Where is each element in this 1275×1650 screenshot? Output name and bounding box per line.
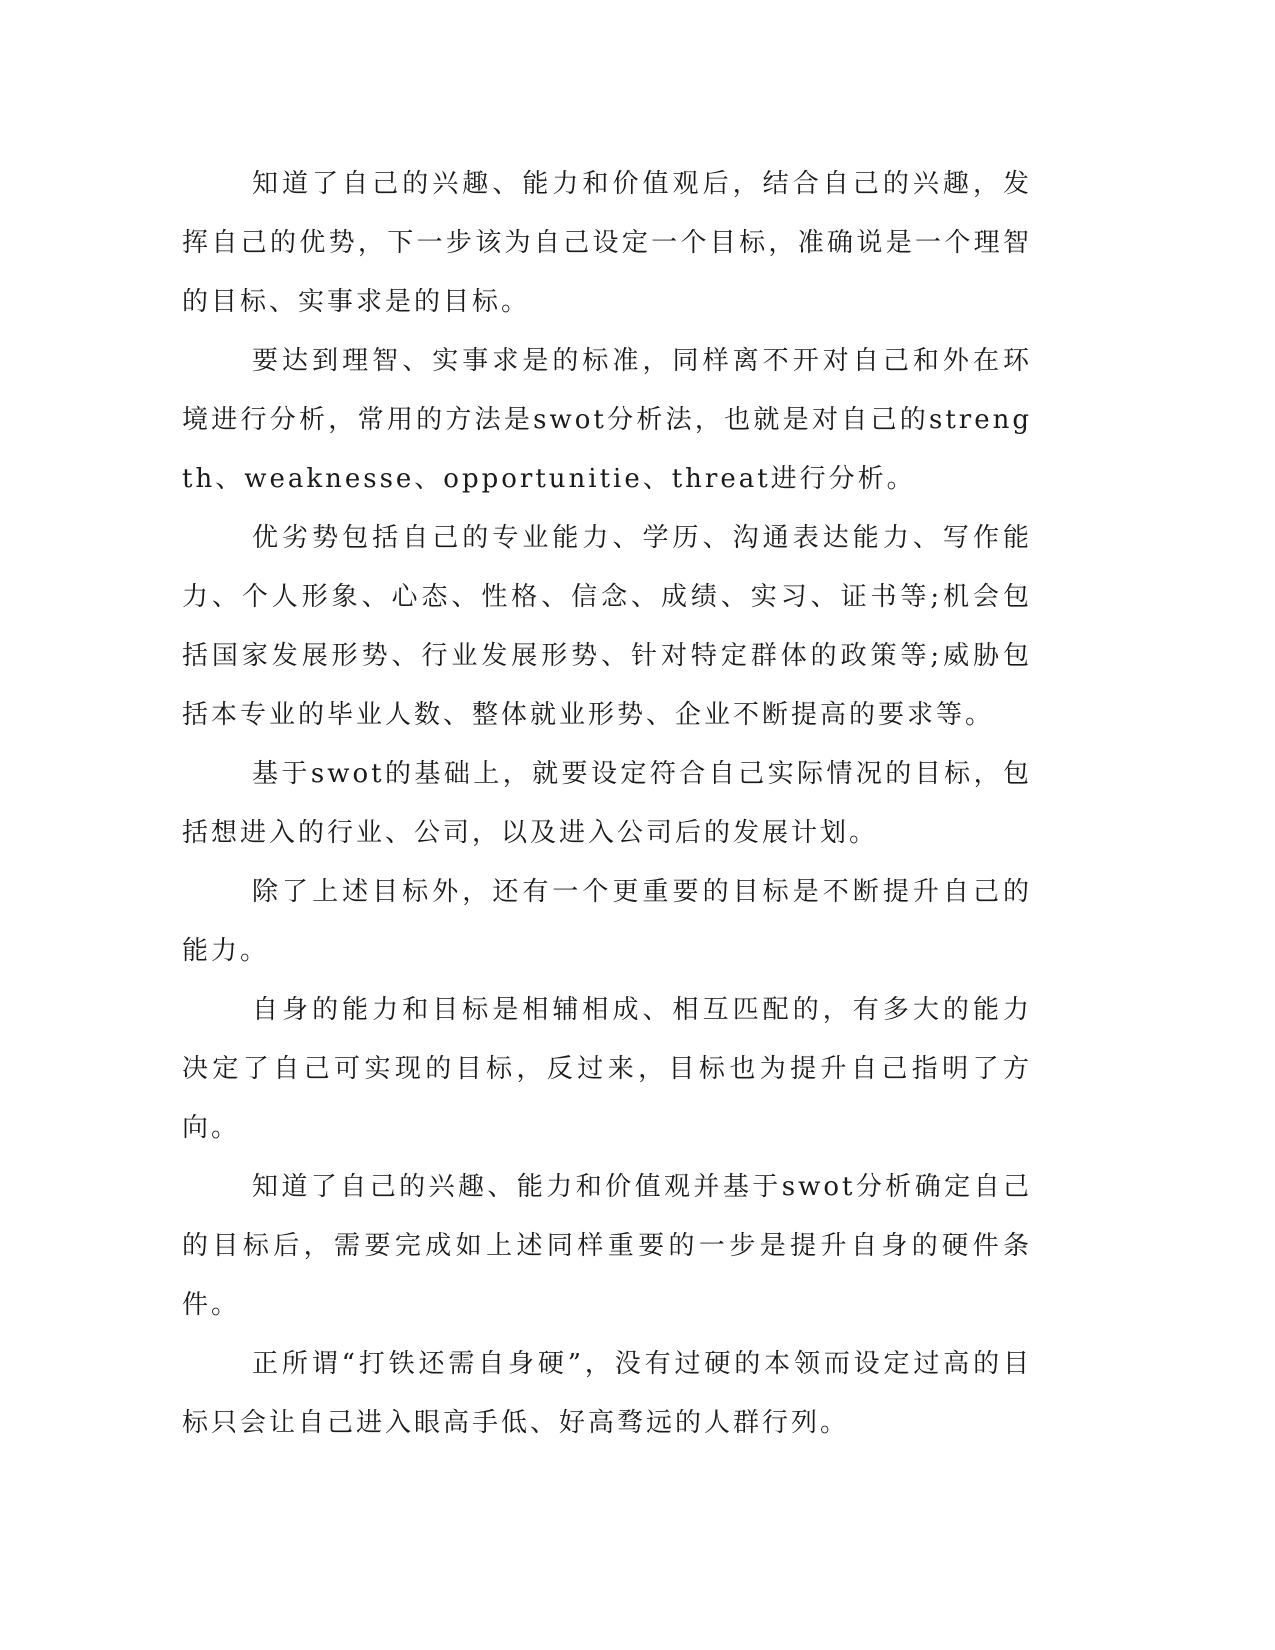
paragraph-5: 除了上述目标外，还有一个更重要的目标是不断提升自己的能力。 bbox=[182, 877, 1032, 966]
paragraph-2: 要达到理智、实事求是的标准，同样离不开对自己和外在环境进行分析，常用的方法是swot分析法，也就是对自己的strength、weaknesse、opportunitie、threat进行分析。 bbox=[182, 346, 1032, 494]
paragraph-3: 优劣势包括自己的专业能力、学历、沟通表达能力、写作能力、个人形象、心态、性格、信念、成绩、实习、证书等;机会包括国家发展形势、行业发展形势、针对特定群体的政策等;威胁包括本专业的毕业人数、整体就业形势、企业不断提高的要求等。 bbox=[182, 523, 1032, 730]
paragraph-8: 正所谓“打铁还需自身硬”，没有过硬的本领而设定过高的目标只会让自己进入眼高手低、好高骛远的人群行列。 bbox=[182, 1349, 1032, 1438]
paragraph-4: 基于swot的基础上，就要设定符合自己实际情况的目标，包括想进入的行业、公司，以及进入公司后的发展计划。 bbox=[182, 759, 1032, 848]
document-body bbox=[182, 155, 1032, 1453]
paragraph-1: 知道了自己的兴趣、能力和价值观后，结合自己的兴趣，发挥自己的优势，下一步该为自己设定一个目标，准确说是一个理智的目标、实事求是的目标。 bbox=[182, 169, 1032, 317]
paragraph-7: 知道了自己的兴趣、能力和价值观并基于swot分析确定自己的目标后，需要完成如上述同样重要的一步是提升自身的硬件条件。 bbox=[182, 1172, 1032, 1320]
paragraph-6: 自身的能力和目标是相辅相成、相互匹配的，有多大的能力决定了自己可实现的目标，反过来，目标也为提升自己指明了方向。 bbox=[182, 995, 1032, 1143]
